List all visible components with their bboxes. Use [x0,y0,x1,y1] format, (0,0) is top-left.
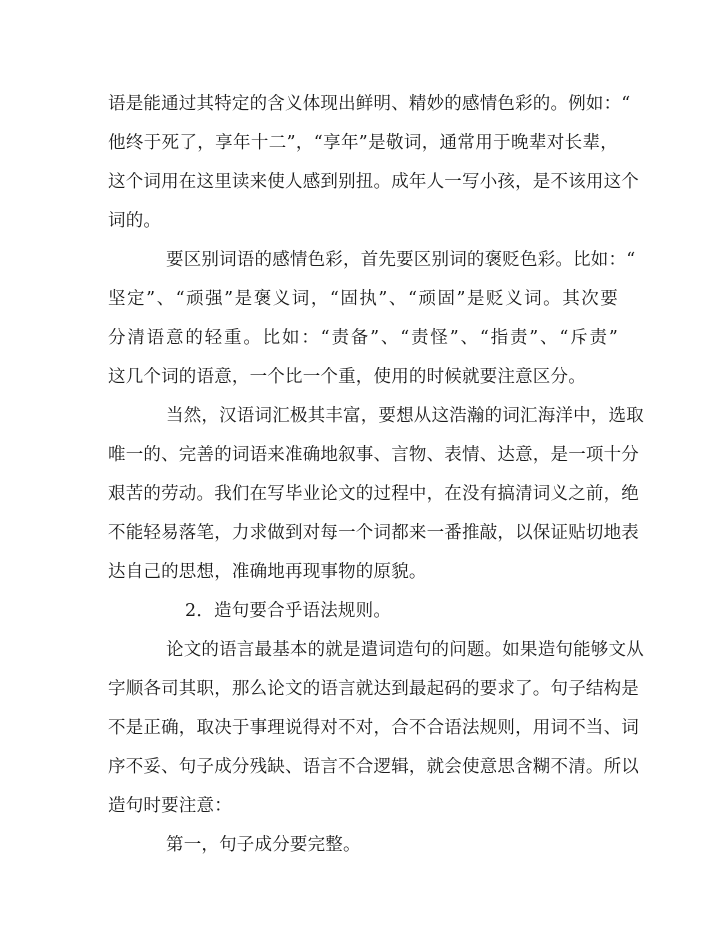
text-line: 他终于死了，享年十二”，“享年”是敬词，通常用于晚辈对长辈， [108,133,618,153]
text-line: 序不妥、句子成分残缺、语言不合逻辑，就会使意思含糊不清。所以 [108,757,639,777]
text-line: 论文的语言最基本的就是遣词造句的问题。如果造句能够文从 [166,640,644,660]
text-line: 不能轻易落笔，力求做到对每一个词都来一番推敲，以保证贴切地表 [108,523,639,543]
section-heading: 2．造句要合乎语法规则。 [185,601,392,621]
text-line: 坚定”、“顽强”是褒义词，“固执”、“顽固”是贬义词。其次要 [108,289,618,309]
text-line: 不是正确，取决于事理说得对不对，合不合语法规则，用词不当、词 [108,718,639,738]
text-line: 第一，句子成分要完整。 [166,835,361,855]
text-line: 艰苦的劳动。我们在写毕业论文的过程中，在没有搞清词义之前，绝 [108,484,639,504]
text-line: 语是能通过其特定的含义体现出鲜明、精妙的感情色彩的。例如：“ [108,94,631,114]
text-line: 达自己的思想，准确地再现事物的原貌。 [108,562,427,582]
text-line: 要区别词语的感情色彩，首先要区别词的褒贬色彩。比如：“ [166,250,636,270]
text-line: 造句时要注意： [108,796,232,816]
text-line: 当然，汉语词汇极其丰富，要想从这浩瀚的词汇海洋中，选取 [166,406,644,426]
text-line: 词的。 [108,211,162,231]
text-line: 字顺各司其职，那么论文的语言就达到最起码的要求了。句子结构是 [108,679,639,699]
text-line: 这几个词的语意，一个比一个重，使用的时候就要注意区分。 [108,367,586,387]
text-line: 唯一的、完善的词语来准确地叙事、言物、表情、达意，是一项十分 [108,445,639,465]
text-line: 这个词用在这里读来使人感到别扭。成年人一写小孩，是不该用这个 [108,172,639,192]
text-line: 分清语意的轻重。比如：“责备”、“责怪”、“指责”、“斥责” [108,328,618,348]
